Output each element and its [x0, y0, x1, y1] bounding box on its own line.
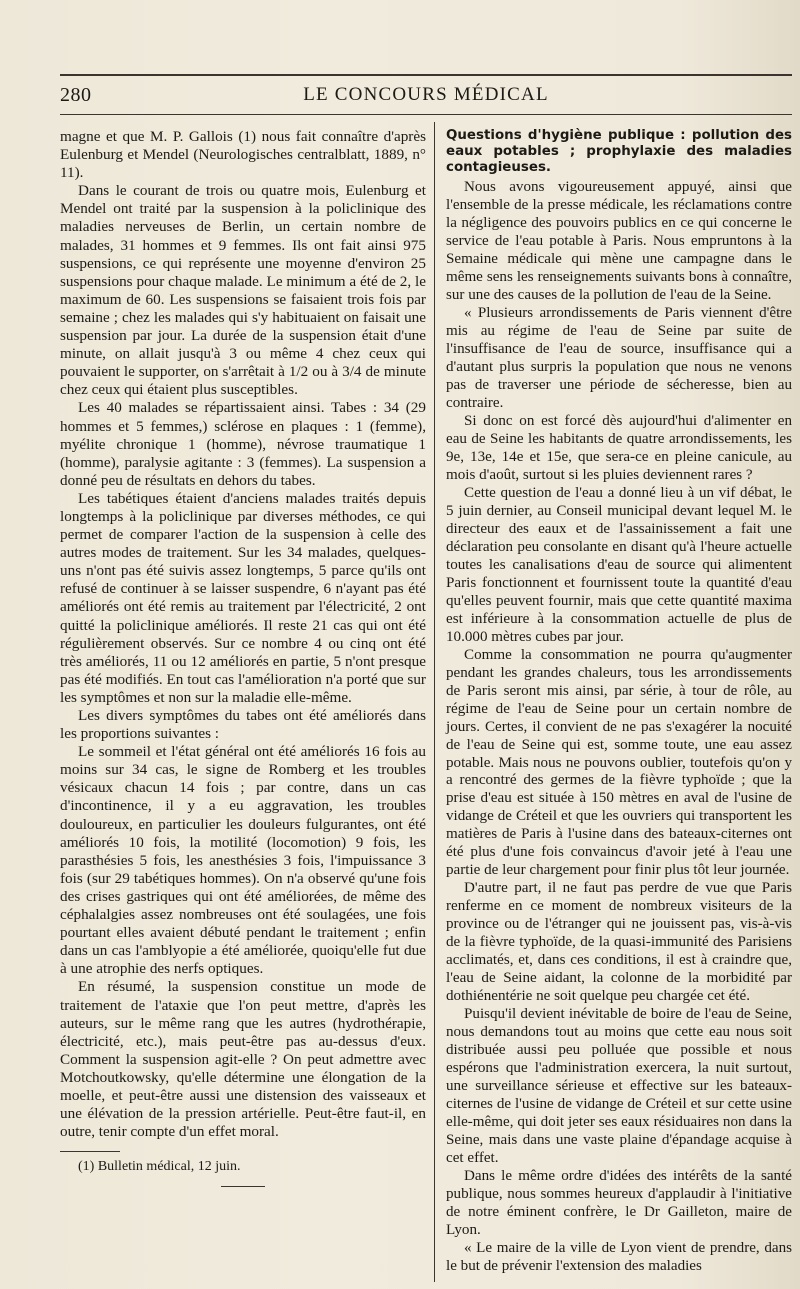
page-number: 280: [60, 84, 92, 106]
header-rule: [60, 114, 792, 115]
journal-title: LE CONCOURS MÉDICAL: [303, 84, 549, 105]
top-rule: [60, 74, 792, 76]
article-paragraph: « Le maire de la ville de Lyon vient de prendre, dans le but de prévenir l'extension des maladies: [446, 1240, 792, 1275]
end-rule: [221, 1186, 265, 1187]
right-column: [446, 128, 792, 1276]
article-paragraph: magne et que M. P. Gallois (1) nous fait connaître d'après Eulenburg et Mendel (Neurologisches centralblatt, 1889, n° 11).: [60, 128, 426, 182]
article-heading: Questions d'hygiène publique : pollution des eaux potables ; prophylaxie des maladies contagieuses.: [446, 128, 792, 175]
column-divider: [434, 122, 435, 1282]
article-paragraph: Si donc on est forcé dès aujourd'hui d'alimenter en eau de Seine les habitants de quatre arrondissements, les 9e, 13e, 14e et 15e, que sera-ce en pleine canicule, au mois d'août, surtout si les pluies deviennent rares ?: [446, 412, 792, 483]
article-paragraph: Cette question de l'eau a donné lieu à un vif débat, le 5 juin dernier, au Conseil municipal devant lequel M. le directeur des eaux et de l'assainissement a fait une déclaration peu consolante en disant qu'à l'heure actuelle toutes les canalisations d'eau de source qui alimentent Paris fonctionnent et fournissent toute la quantité d'eau qu'elles peuvent fournir, mais que cette quantité maxima est inférieure à la consommation actuelle de plus de 10.000 mètres cubes par jour.: [446, 484, 792, 645]
article-paragraph: Les tabétiques étaient d'anciens malades traités depuis longtemps à la policlinique par diverses méthodes, ce qui permet de comparer l'action de la suspension à celle des autres modes de traitement. Sur les 34 malades, quelques-uns n'ont pas été suivis assez longtemps, 5 parce qu'ils ont refusé de continuer à se laisser suspendre, 6 n'ayant pas été améliorés ont été remis au traitement par l'électricité, 2 ont quitté la policlinique améliorés. Il reste 21 cas qui ont été régulièrement observés. Sur ce nombre 4 ou cinq ont été très améliorés, 11 ou 12 améliorés en partie, 5 n'ont presque pas été modifiés. En tout cas l'amélioration n'a porté que sur les symptômes et non sur la maladie elle-même.: [60, 489, 426, 706]
article-paragraph: D'autre part, il ne faut pas perdre de vue que Paris renferme en ce moment de nombreux visiteurs de la province ou de l'étranger qui ne jouissent pas, vis-à-vis de la fièvre typhoïde, de la quasi-immunité des Parisiens acclimatés, et, dans ces conditions, il est à craindre que, l'eau de Seine aidant, la colonne de la morbidité par dothiénentérie ne soit quelque peu chargée cet été.: [446, 880, 792, 1005]
article-paragraph: Nous avons vigoureusement appuyé, ainsi que l'ensemble de la presse médicale, les réclamations contre la négligence des pouvoirs publics en ce qui concerne le service de l'eau potable à Paris. Nous empruntons à la Semaine médicale qui mène une campagne dans le même sens les renseignements suivants bons à connaître, sur une des causes de la pollution de l'eau de la Seine.: [446, 179, 792, 303]
page-header: [60, 82, 792, 108]
article-paragraph: Les divers symptômes du tabes ont été améliorés dans les proportions suivantes :: [60, 707, 426, 743]
left-column: [60, 128, 426, 1187]
footnote-rule: [60, 1151, 120, 1152]
article-paragraph: Les 40 malades se répartissaient ainsi. Tabes : 34 (29 hommes et 5 femmes,) sclérose en plaques : 1 (femme), myélite chronique 1 (homme), névrose traumatique 1 (homme), paralysie agitante : 3 (femmes). La suspension a donné peu de résultats en dehors du tabes.: [60, 399, 426, 489]
footnote: (1) Bulletin médical, 12 juin.: [78, 1159, 241, 1175]
article-paragraph: Dans le courant de trois ou quatre mois, Eulenburg et Mendel ont traité par la suspension à la policlinique des maladies nerveuses de Berlin, un certain nombre de malades, 31 hommes et 9 femmes. Ils ont fait ainsi 975 suspensions, ce qui représente une moyenne d'environ 25 suspensions pour chaque malade. Le minimum a été de 2, le maximum de 60. Les suspensions se faisaient trois fois par semaine ; chez les malades qui s'y habituaient on faisait une suspension par jour. La durée de la suspension était d'une minute, on allait jusqu'à 3 ou même 4 chez ceux qui pouvaient le supporter, on s'arrêtait à 1/2 ou à 3/4 de minute chez ceux qui étaient plus susceptibles.: [60, 182, 426, 399]
article-paragraph: « Plusieurs arrondissements de Paris viennent d'être mis au régime de l'eau de Seine par suite de l'insuffisance de l'eau de source, insuffisance qui a d'autant plus surpris la population que nous ne venons pas de traverser une période de sécheresse, bien au contraire.: [446, 304, 792, 411]
article-paragraph: Dans le même ordre d'idées des intérêts de la santé publique, nous sommes heureux d'applaudir à l'initiative de notre éminent confrère, le Dr Gailleton, maire de Lyon.: [446, 1168, 792, 1239]
article-paragraph: Le sommeil et l'état général ont été améliorés 16 fois au moins sur 34 cas, le signe de Romberg et les troubles vésicaux chacun 14 fois ; par contre, dans un cas d'incontinence, il y a eu aggravation, les troubles douloureux, en particulier les douleurs fulgurantes, ont été améliorés 10 fois, la motilité (locomotion) 9 fois, les parasthésies 5 fois, les anesthésies 3 fois, l'impuissance 3 fois (sur 29 tabétiques hommes). On n'a observé qu'une fois des crises gastriques qui ont été améliorées, de même des céphalalgies assez nombreuses ont été soulagées, une fois pourtant elles avaient débuté pendant le traitement ; enfin dans un cas l'amblyopie a été améliorée, quoiqu'elle fut due à une atrophie des nerfs optiques.: [60, 743, 426, 978]
article-paragraph: En résumé, la suspension constitue un mode de traitement de l'ataxie que l'on peut mettre, d'après les auteurs, sur le même rang que les autres (hydrothérapie, électricité, etc.), mais peut-être pas au-dessus d'eux. Comment la suspension agit-elle ? On peut admettre avec Motchoutkowsky, qu'elle détermine une élongation de la moelle, et peut-être aussi une distension des vaisseaux et une élévation de la pression artérielle. Peut-être faut-il, en outre, tenir compte d'un effet moral.: [60, 978, 426, 1141]
article-paragraph: Comme la consommation ne pourra qu'augmenter pendant les grandes chaleurs, tous les arrondissements de Paris seront mis ainsi, par série, à tour de rôle, au régime de l'eau de Seine pour un certain nombre de jours. Certes, il convient de ne pas s'exagérer la nocuité de l'eau de Seine qui est, somme toute, une eau assez potable. Mais nous ne pouvons oublier, toutefois qu'on y a rencontré des germes de la fièvre typhoïde ; que la prise d'eau est située à 150 mètres en aval de l'usine de vidange de Créteil et que les ouvriers qui transportent les matières de Paris à l'usine dans des bateaux-citernes ont été plus d'une fois convaincus d'avoir jeté à l'eau une partie de leur chargement pour finir plus tôt leur journée.: [446, 646, 792, 879]
article-paragraph: Puisqu'il devient inévitable de boire de l'eau de Seine, nous demandons tout au moins que cette eau nous soit distribuée aussi peu polluée que possible et nous espérons que l'administration exercera, la nuit surtout, une surveillance sérieuse et effective sur les bateaux-citernes de l'usine de vidange de Créteil et sur cette usine elle-même, qui doit jeter ses eaux résiduaires non dans la Seine, mais dans une vaste plaine d'épandage acquise à cet effet.: [446, 1006, 792, 1167]
